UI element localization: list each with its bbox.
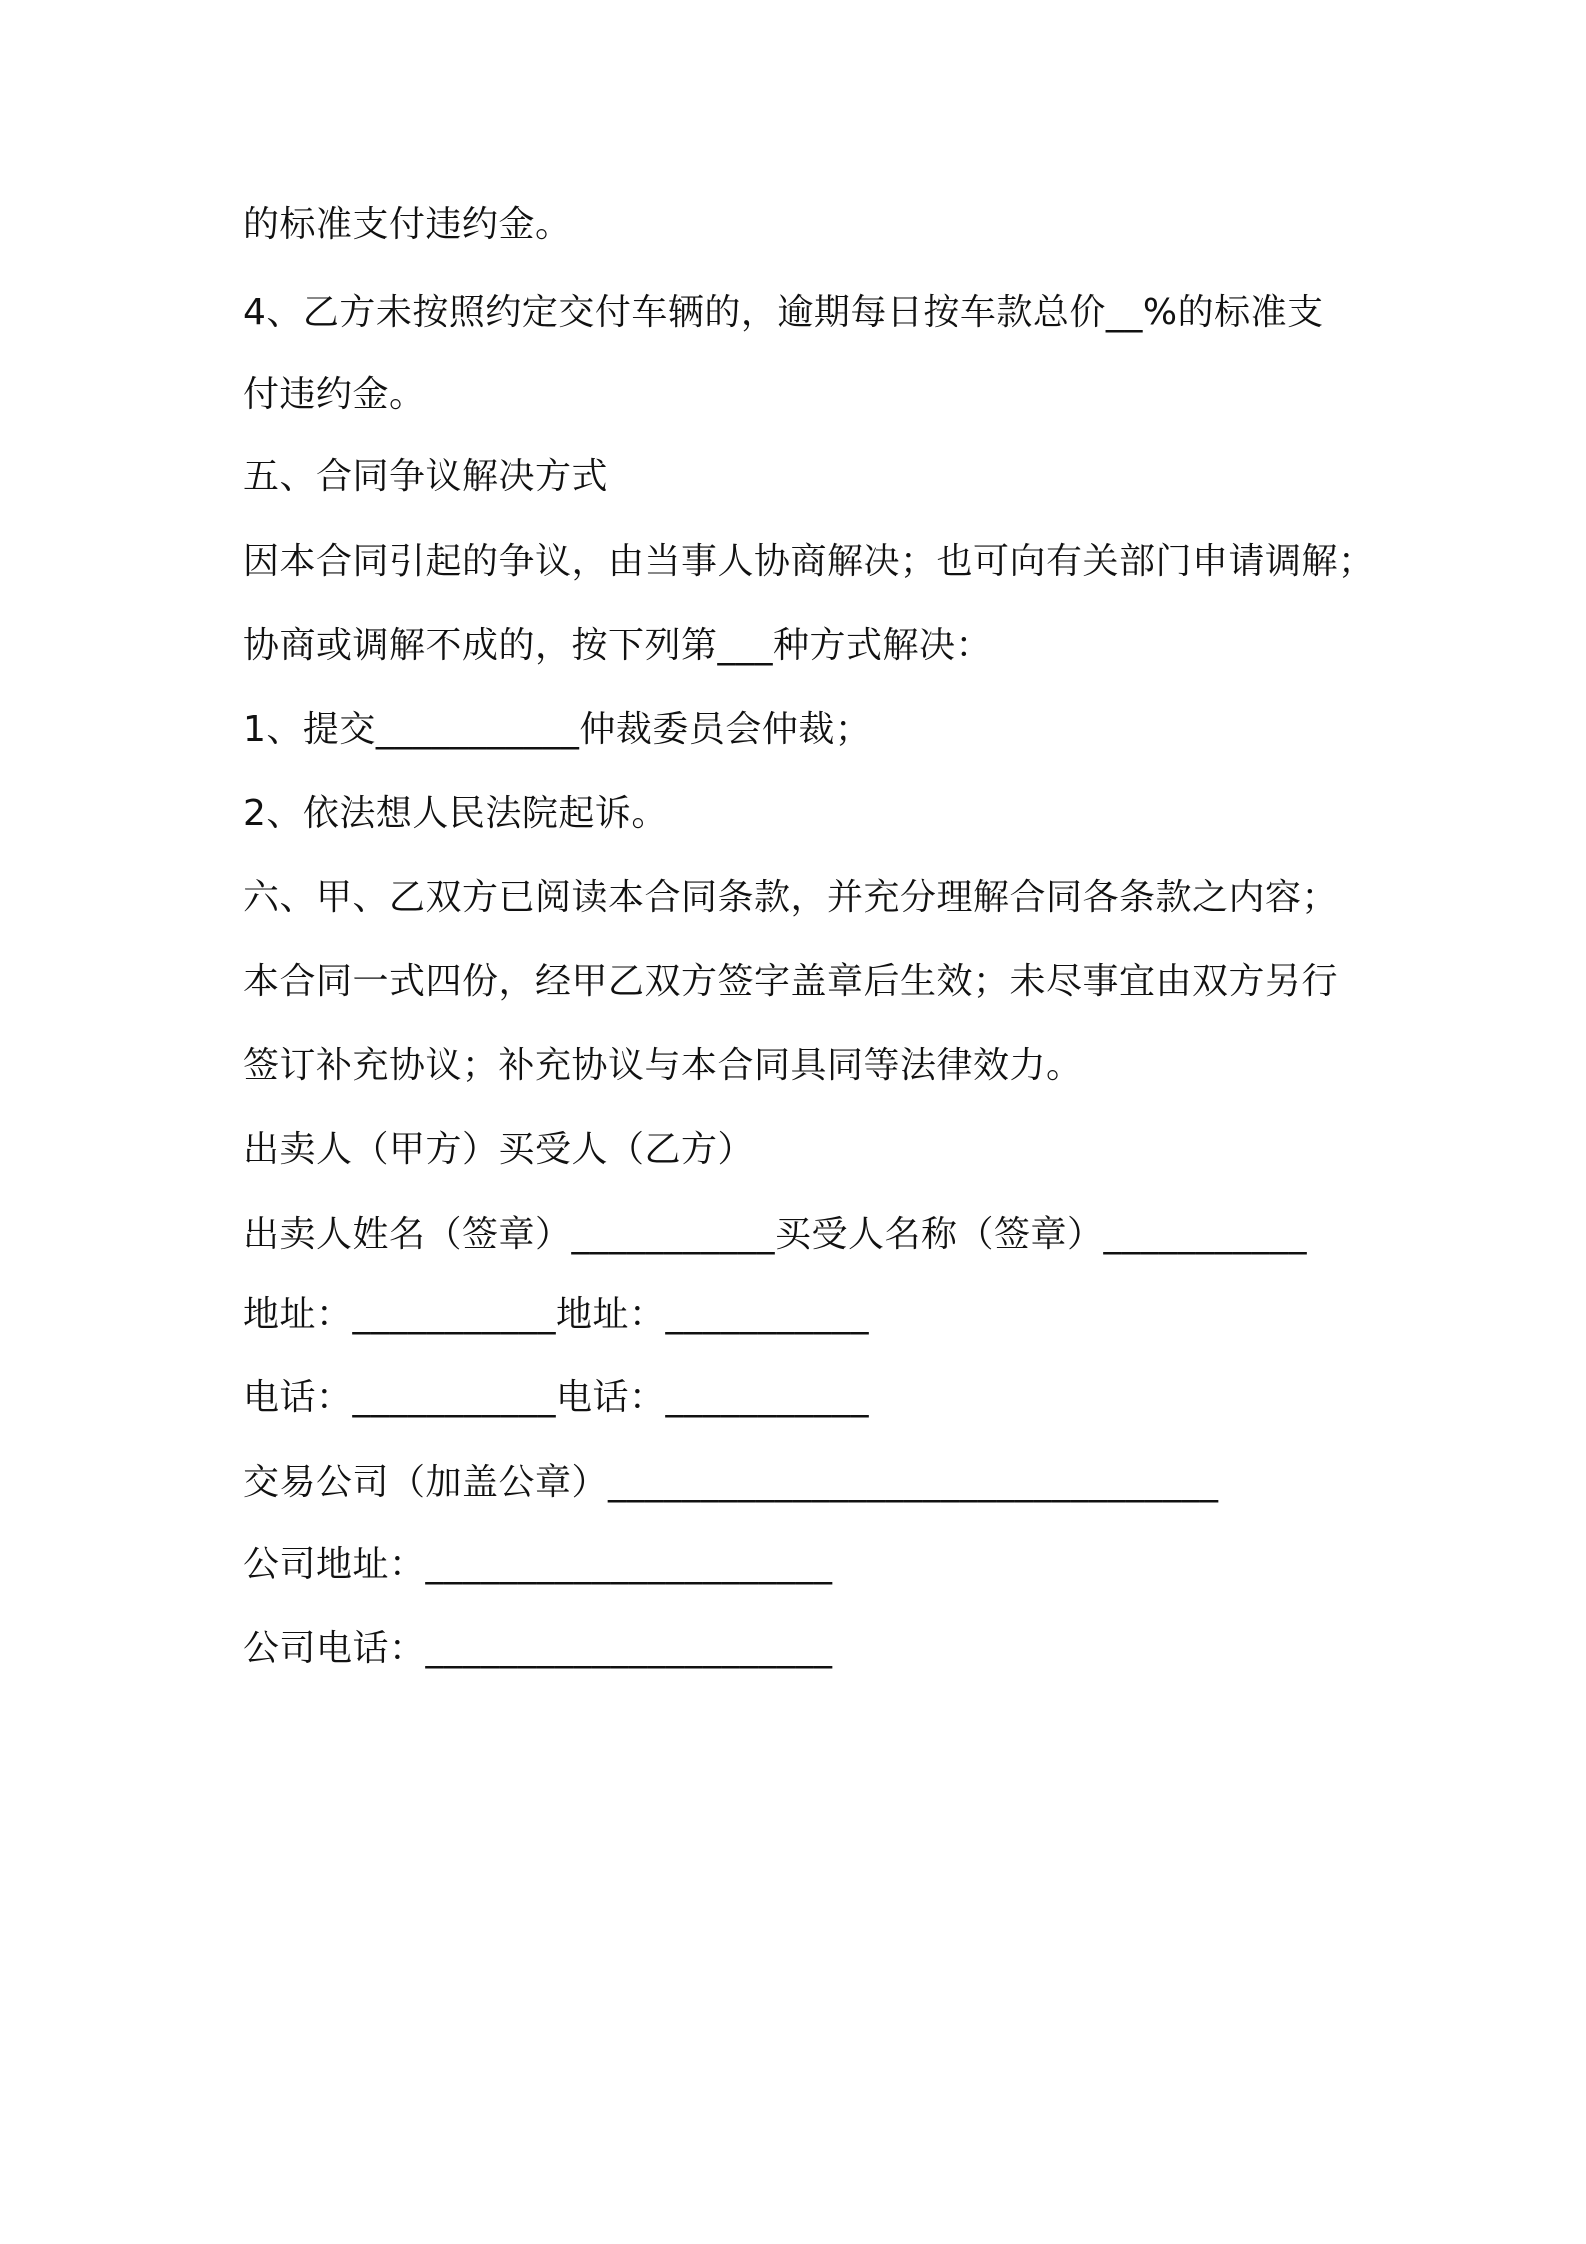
signature-line-phone: 电话：___________电话：___________ (243, 1377, 870, 1418)
text-line-section-6-cont: 本合同一式四份，经甲乙双方签字盖章后生效；未尽事宜由双方另行 (243, 961, 1339, 1002)
signature-line-company-phone: 公司电话：______________________ (243, 1628, 833, 1669)
text-line-penalty-tail: 的标准支付违约金。 (243, 204, 572, 245)
text-line-dispute-body: 因本合同引起的争议，由当事人协商解决；也可向有关部门申请调解； (243, 541, 1375, 582)
text-line-parties: 出卖人（甲方）买受人（乙方） (243, 1129, 755, 1170)
signature-line-names: 出卖人姓名（签章）___________买受人名称（签章）___________ (243, 1214, 1308, 1255)
text-line-clause-4: 4、乙方未按照约定交付车辆的，逾期每日按车款总价__%的标准支 (243, 292, 1324, 333)
text-line-arbitration: 1、提交___________仲裁委员会仲裁； (243, 709, 872, 750)
text-line-section-6: 六、甲、乙双方已阅读本合同条款，并充分理解合同各条款之内容； (243, 877, 1339, 918)
text-line-lawsuit: 2、依法想人民法院起诉。 (243, 793, 668, 834)
text-line-dispute-methods: 协商或调解不成的，按下列第___种方式解决： (243, 625, 993, 666)
signature-line-company: 交易公司（加盖公章）_________________________________ (243, 1462, 1219, 1503)
signature-line-address: 地址：___________地址：___________ (243, 1294, 870, 1335)
signature-line-company-address: 公司地址：______________________ (243, 1544, 833, 1585)
text-line-section-6-end: 签订补充协议；补充协议与本合同具同等法律效力。 (243, 1045, 1083, 1086)
text-line-clause-4-cont: 付违约金。 (243, 374, 426, 415)
section-heading-dispute-resolution: 五、合同争议解决方式 (243, 456, 609, 497)
